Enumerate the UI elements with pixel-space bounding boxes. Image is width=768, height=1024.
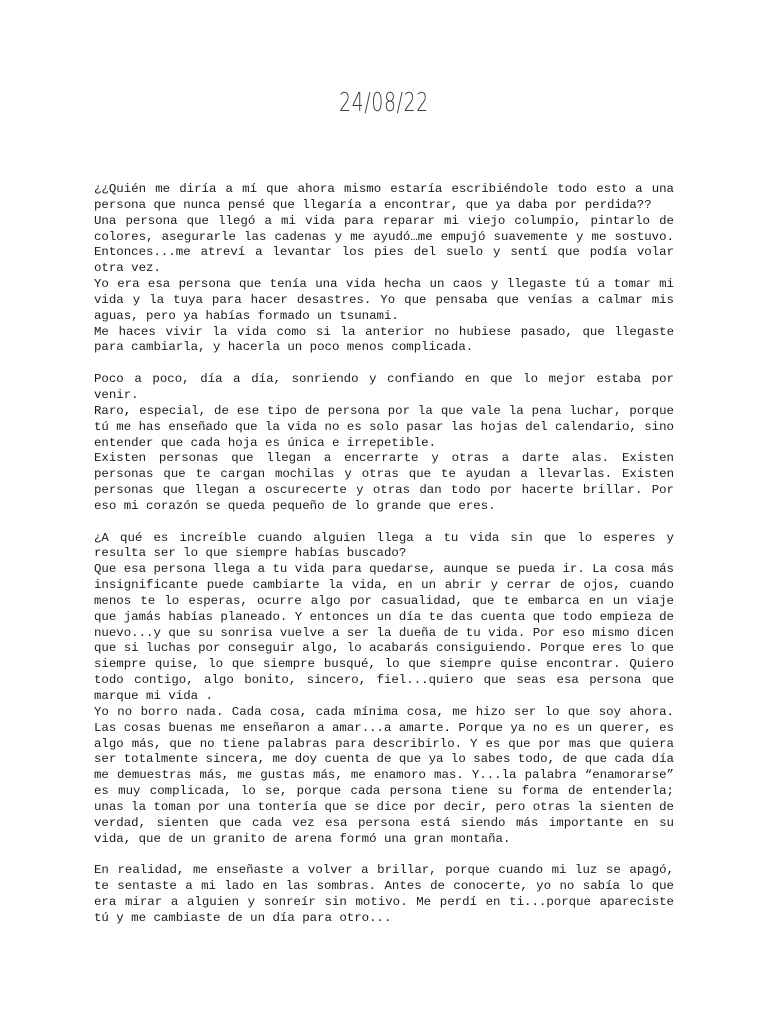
paragraph-gap xyxy=(94,847,674,863)
date-heading: 24/08/22 xyxy=(339,88,429,118)
letter-body xyxy=(94,182,674,927)
paragraph-gap xyxy=(94,515,674,531)
paragraph: ¿¿Quién me diría a mí que ahora mismo estaría escribiéndole todo esto a una persona que nunca pensé que llegaría a encontrar, que ya daba por perdida?? xyxy=(94,182,674,212)
paragraph: Poco a poco, día a día, sonriendo y confiando en que lo mejor estaba por venir. xyxy=(94,372,674,402)
paragraph: Me haces vivir la vida como si la anterior no hubiese pasado, que llegaste para cambiarla, y hacerla un poco menos complicada. xyxy=(94,324,674,355)
paragraph: Que esa persona llega a tu vida para quedarse, aunque se pueda ir. La cosa más insignificante puede cambiarte la vida, en un abrir y cerrar de ojos, cuando menos te lo esperas, ocurre algo por casualidad, que te embarca en un viaje que jamás habías planeado. Y entonces un día te das cuenta que todo empieza de nuevo...y que su sonrisa vuelve a ser la dueña de tu vida. Por eso mismo dicen que si luchas por conseguir algo, lo acabarás consiguiendo. Porque eres lo que siempre quise, lo que siempre busqué, lo que siempre quise encontrar. Quiero todo contigo, algo bonito, sincero, fiel...quiero que seas esa persona que marque mi vida . xyxy=(94,562,674,703)
paragraph: Existen personas que llegan a encerrarte y otras a darte alas. Existen personas que te cargan mochilas y otras que te ayudan a llevarlas. Existen personas que llegan a oscurecerte y otras dan todo por hacerte brillar. Por eso mi corazón se queda pequeño de lo grande que eres. xyxy=(94,451,674,513)
paragraph: Una persona que llegó a mi vida para reparar mi viejo columpio, pintarlo de colores, asegurarle las cadenas y me ayudó…me empujó suavemente y me sostuvo. Entonces...me atreví a levantar los pies del suelo y sentí que podía volar otra vez. xyxy=(94,213,674,276)
paragraph: ¿A qué es increíble cuando alguien llega a tu vida sin que lo esperes y resulta ser lo que siempre habías buscado? xyxy=(94,530,674,561)
paragraph: Yo era esa persona que tenía una vida hecha un caos y llegaste tú a tomar mi vida y la tuya para hacer desastres. Yo que pensaba que venías a calmar mis aguas, pero ya habías formado un tsunami. xyxy=(94,277,674,323)
paragraph: Yo no borro nada. Cada cosa, cada mínima cosa, me hizo ser lo que soy ahora. Las cosas buenas me enseñaron a amar...a amarte. Porque ya no es un querer, es algo más, que no tiene palabras para describirlo. Y es que por mas que quiera ser totalmente sincera, me doy cuenta de que ya lo sabes todo, de que cada día me demuestras más, me gustas más, me enamoro mas. Y...la palabra “enamorarse” es muy complicada, lo se, porque cada persona tiene su forma de entenderla; unas la toman por una tontería que se dice por decir, pero otras la sienten de verdad, sienten que cada vez esa persona está siendo más importante en su vida, que de un granito de arena formó una gran montaña. xyxy=(94,704,674,846)
paragraph-gap xyxy=(94,356,674,372)
paragraph: En realidad, me enseñaste a volver a brillar, porque cuando mi luz se apagó, te sentaste a mi lado en las sombras. Antes de conocerte, yo no sabía lo que era mirar a alguien y sonreír sin motivo. Me perdí en ti...porque apareciste tú y me cambiaste de un día para otro... xyxy=(94,863,674,925)
paragraph: Raro, especial, de ese tipo de persona por la que vale la pena luchar, porque tú me has enseñado que la vida no es solo pasar las hojas del calendario, sino entender que cada hoja es única e irrepetible. xyxy=(94,403,674,450)
